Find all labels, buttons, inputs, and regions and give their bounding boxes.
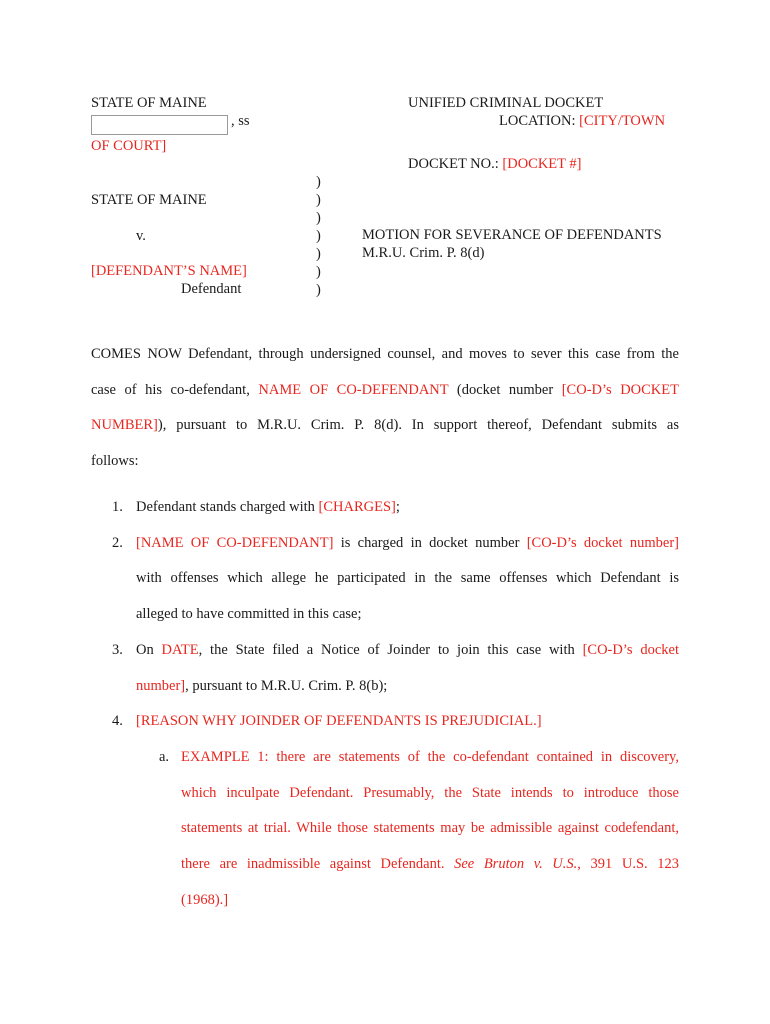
list-item-number: 3.: [112, 642, 123, 658]
charges-placeholder: [CHARGES]: [318, 499, 396, 515]
docket-number-line: [408, 155, 581, 173]
item-text: is charged in docket number: [333, 535, 527, 551]
example-text: EXAMPLE 1: there are statements of the co-defendant contained in discovery,: [181, 749, 679, 765]
caption-paren: ): [316, 282, 321, 298]
list-item-number: 4.: [112, 713, 123, 729]
codefendant-docket-placeholder: [CO-D’s docket number]: [526, 535, 679, 551]
list-item-text: [136, 677, 387, 695]
docket-number-label: DOCKET NO.:: [408, 156, 503, 172]
list-item-text: [136, 534, 679, 552]
codefendant-docket-placeholder: [CO-D’s docket: [582, 642, 679, 658]
list-item-number: 1.: [112, 499, 123, 515]
case-citation: See Bruton v. U.S.: [454, 856, 578, 872]
caption-paren: ): [316, 192, 321, 208]
county-input[interactable]: [91, 115, 228, 135]
location-label: LOCATION:: [499, 113, 580, 129]
example-text-part: there are inadmissible against Defendant.: [181, 856, 455, 872]
list-item-number: 2.: [112, 535, 123, 551]
sub-item-letter: a.: [159, 749, 170, 765]
defendant-name-placeholder: [DEFENDANT’S NAME]: [91, 263, 247, 279]
list-item-text: with offenses which allege he participated in the same offenses which Defendant is: [136, 570, 679, 586]
item-text: , the State filed a Notice of Joinder to join this case with: [198, 642, 583, 658]
example-text: [181, 855, 679, 873]
motion-title: MOTION FOR SEVERANCE OF DEFENDANTS: [362, 227, 662, 243]
example-text: which inculpate Defendant. Presumably, the State intends to introduce those: [181, 785, 679, 801]
caption-paren: ): [316, 174, 321, 190]
caption-paren: ): [316, 228, 321, 244]
list-item-text: [136, 641, 679, 659]
item-text: , pursuant to M.R.U. Crim. P. 8(b);: [185, 678, 388, 694]
list-item-text: [136, 498, 400, 516]
codefendant-docket-placeholder: NUMBER]: [91, 417, 158, 433]
example-text: (1968).]: [181, 892, 229, 908]
intro-line-1: COMES NOW Defendant, through undersigned counsel, and moves to sever this case from the: [91, 346, 679, 362]
defendant-role: Defendant: [181, 281, 242, 297]
docket-number-placeholder: [DOCKET #]: [502, 156, 582, 172]
versus: v.: [136, 228, 146, 244]
codefendant-name-placeholder: NAME OF CO-DEFENDANT: [258, 382, 449, 398]
list-item-text: alleged to have committed in this case;: [136, 606, 362, 622]
county-suffix: , ss: [231, 113, 250, 129]
court-name-placeholder: OF COURT]: [91, 138, 167, 154]
item-text: Defendant stands charged with: [136, 499, 319, 515]
caption-paren: ): [316, 246, 321, 262]
caption-paren: ): [316, 210, 321, 226]
intro-line-4: follows:: [91, 453, 139, 469]
codefendant-docket-placeholder: number]: [136, 678, 186, 694]
prejudice-reason-placeholder: [REASON WHY JOINDER OF DEFENDANTS IS PREJUDICIAL.]: [136, 713, 542, 729]
location-placeholder: [CITY/TOWN: [579, 113, 666, 129]
docket-title: UNIFIED CRIMINAL DOCKET: [408, 95, 604, 111]
motion-rule: M.R.U. Crim. P. 8(d): [362, 245, 485, 261]
intro-line-2: [91, 381, 679, 399]
item-text: On: [136, 642, 162, 658]
intro-text: ), pursuant to M.R.U. Crim. P. 8(d). In support thereof, Defendant submits as: [157, 417, 679, 433]
intro-text: (docket number: [448, 382, 562, 398]
example-text: statements at trial. While those statements may be admissible against codefendant,: [181, 820, 679, 836]
caption-paren: ): [316, 264, 321, 280]
court-state-heading: STATE OF MAINE: [91, 95, 207, 111]
party-state: STATE OF MAINE: [91, 192, 207, 208]
codefendant-name-placeholder: [NAME OF CO-DEFENDANT]: [136, 535, 334, 551]
item-text: ;: [395, 499, 400, 515]
date-placeholder: DATE: [161, 642, 199, 658]
example-text-part: , 391 U.S. 123: [577, 856, 679, 872]
location-line: [499, 112, 665, 130]
intro-line-3: [91, 416, 679, 434]
intro-text: case of his co-defendant,: [91, 382, 259, 398]
codefendant-docket-placeholder: [CO-D’s DOCKET: [561, 382, 679, 398]
